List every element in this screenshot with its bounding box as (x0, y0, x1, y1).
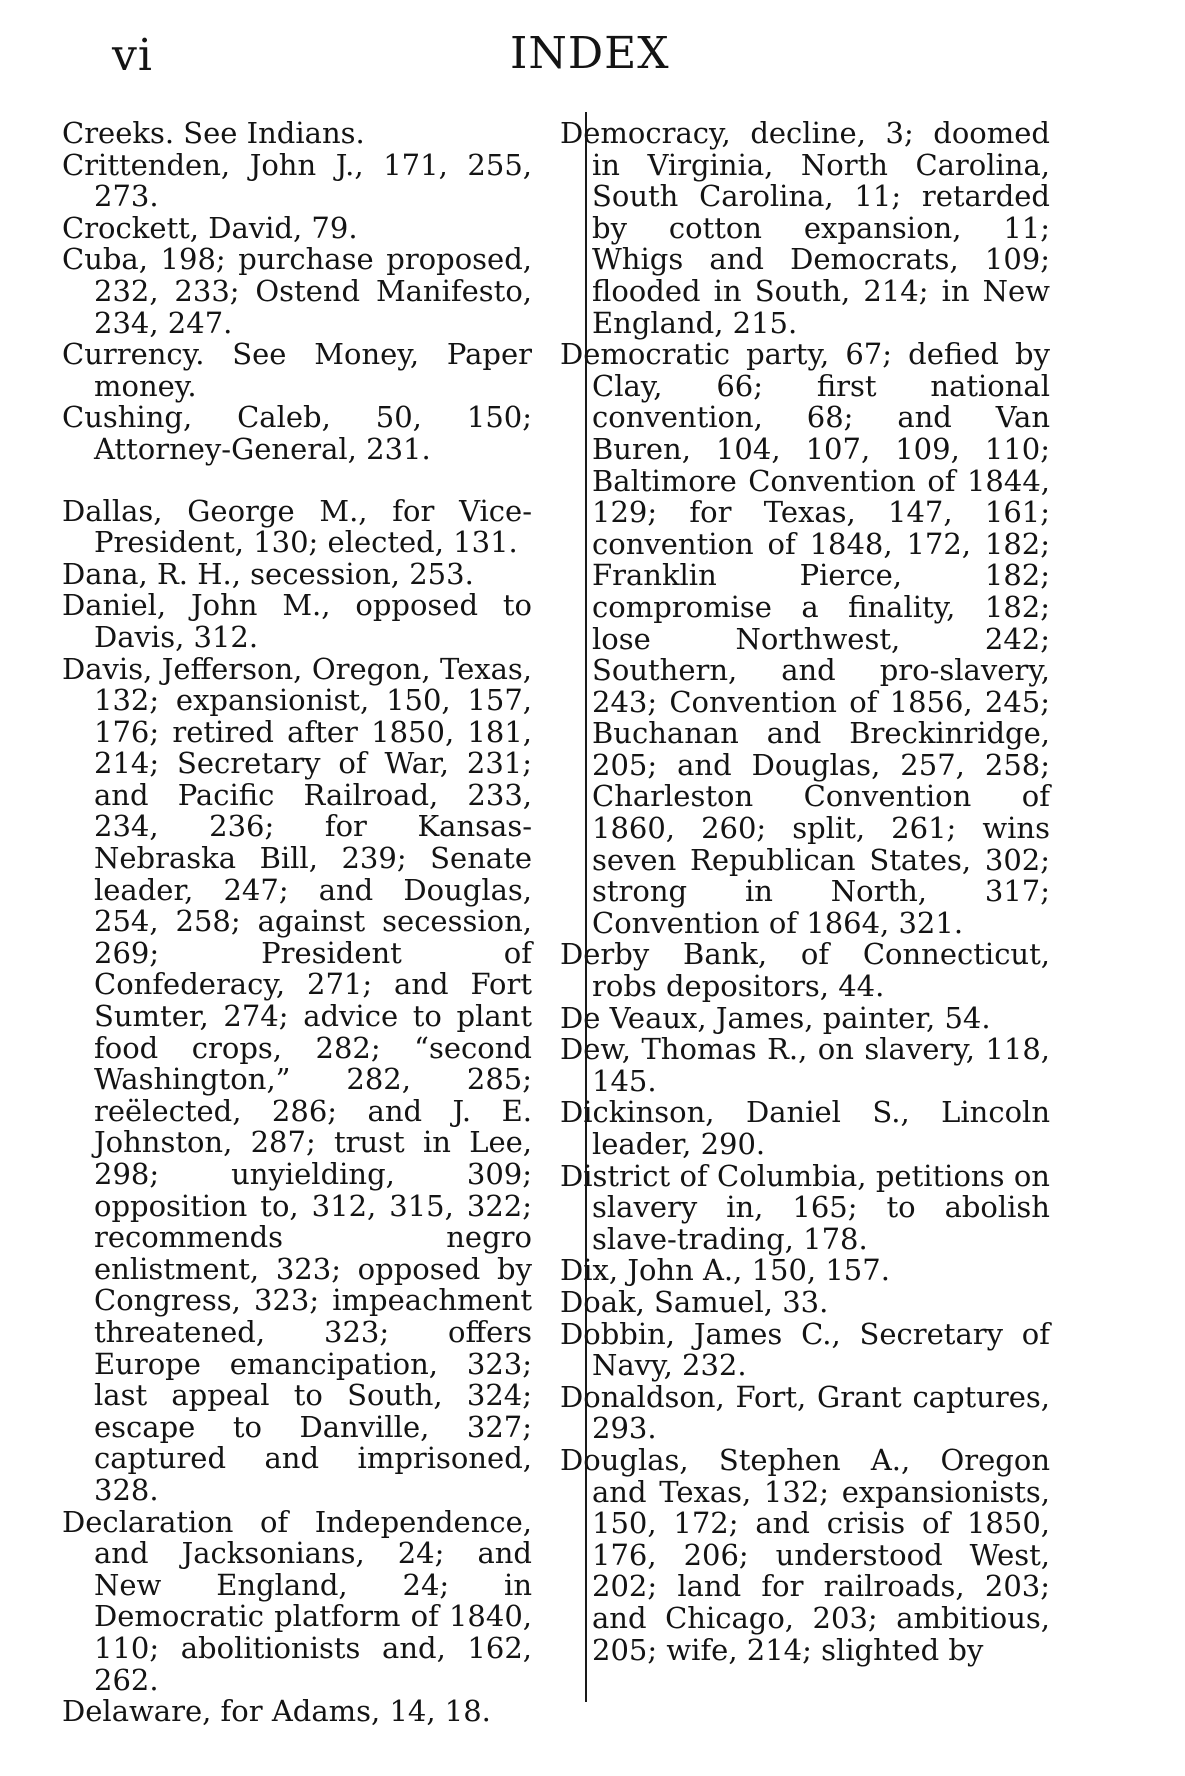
index-entry: Creeks. See Indians. (62, 116, 365, 150)
index-entry: Cushing, Caleb, 50, 150; Attorney-General, 231. (62, 400, 532, 466)
index-entry: Dobbin, James C., Secretary of Navy, 232. (560, 1316, 1050, 1383)
index-entry: Dix, John A., 150, 157. (560, 1253, 890, 1288)
index-entry: Declaration of Independence, and Jacksonians, 24; and New England, 24; in Democratic platform of 1840, 110; abolitionists and, 162, 262. (62, 1504, 532, 1697)
index-entry: Crockett, David, 79. (62, 210, 358, 245)
page-number: vi (112, 30, 153, 81)
index-entry: Currency. See Money, Paper money. (62, 337, 532, 403)
index-entry: Daniel, John M., opposed to Davis, 312. (62, 588, 532, 654)
index-entry: Delaware, for Adams, 14, 18. (62, 1694, 491, 1729)
index-entry: Donaldson, Fort, Grant captures, 293. (560, 1379, 1050, 1446)
index-entry: Cuba, 198; purchase proposed, 232, 233; Ostend Manifesto, 234, 247. (62, 242, 532, 340)
index-entry: Dallas, George M., for Vice-President, 130; elected, 131. (62, 493, 532, 560)
index-entry: Doak, Samuel, 33. (560, 1284, 829, 1319)
index-entry: Dana, R. H., secession, 253. (62, 556, 474, 591)
index-entry: Douglas, Stephen A., Oregon and Texas, 132; expansionists, 150, 172; and crisis of 1850, 176, 206; understood West, 202; land for railroads, 203; and Chicago, 203; ambitious, 205; wife, 214; slighted by (560, 1442, 1050, 1667)
index-column-right (560, 118, 1050, 1666)
index-entry: Derby Bank, of Connecticut, robs depositors, 44. (560, 937, 1050, 1004)
index-column-left (62, 118, 532, 1728)
page-title: INDEX (510, 28, 670, 79)
index-entry: Democratic party, 67; defied by Clay, 66; first national convention, 68; and Van Buren, 104, 107, 109, 110; Baltimore Convention of 1844, 129; for Texas, 147, 161; convention of 1848, 172, 182; Franklin Pierce, 182; compromise a finality, 182; lose Northwest, 242; Southern, and pro-slavery, 243; Convention of 1856, 245; Buchanan and Breckinridge, 205; and Douglas, 257, 258; Charleston Convention of 1860, 260; split, 261; wins seven Republican States, 302; strong in North, 317; Convention of 1864, 321. (560, 337, 1050, 940)
index-entry: Dickinson, Daniel S., Lincoln leader, 290. (560, 1095, 1050, 1161)
index-entry: Dew, Thomas R., on slavery, 118, 145. (560, 1032, 1050, 1098)
index-entry: Democracy, decline, 3; doomed in Virginia, North Carolina, South Carolina, 11; retarded by cotton expansion, 11; Whigs and Democrats, 109; flooded in South, 214; in New England, 215. (560, 116, 1050, 340)
index-entry: Crittenden, John J., 171, 255, 273. (62, 147, 532, 214)
index-entry: De Veaux, James, painter, 54. (560, 1000, 991, 1035)
letter-section-gap (62, 466, 532, 496)
index-entry: District of Columbia, petitions on slavery in, 165; to abolish slave-trading, 178. (560, 1158, 1050, 1256)
index-entry: Davis, Jefferson, Oregon, Texas, 132; expansionist, 150, 157, 176; retired after 1850, 181, 214; Secretary of War, 231; and Pacific Railroad, 233, 234, 236; for Kansas-Nebraska Bill, 239; Senate leader, 247; and Douglas, 254, 258; against secession, 269; President of Confederacy, 271; and Fort Sumter, 274; advice to plant food crops, 282; “second Washington,” 282, 285; reëlected, 286; and J. E. Johnston, 287; trust in Lee, 298; unyielding, 309; opposition to, 312, 315, 322; recommends negro enlistment, 323; opposed by Congress, 323; impeachment threatened, 323; offers Europe emancipation, 323; last appeal to South, 324; escape to Danville, 327; captured and imprisoned, 328. (62, 651, 532, 1507)
